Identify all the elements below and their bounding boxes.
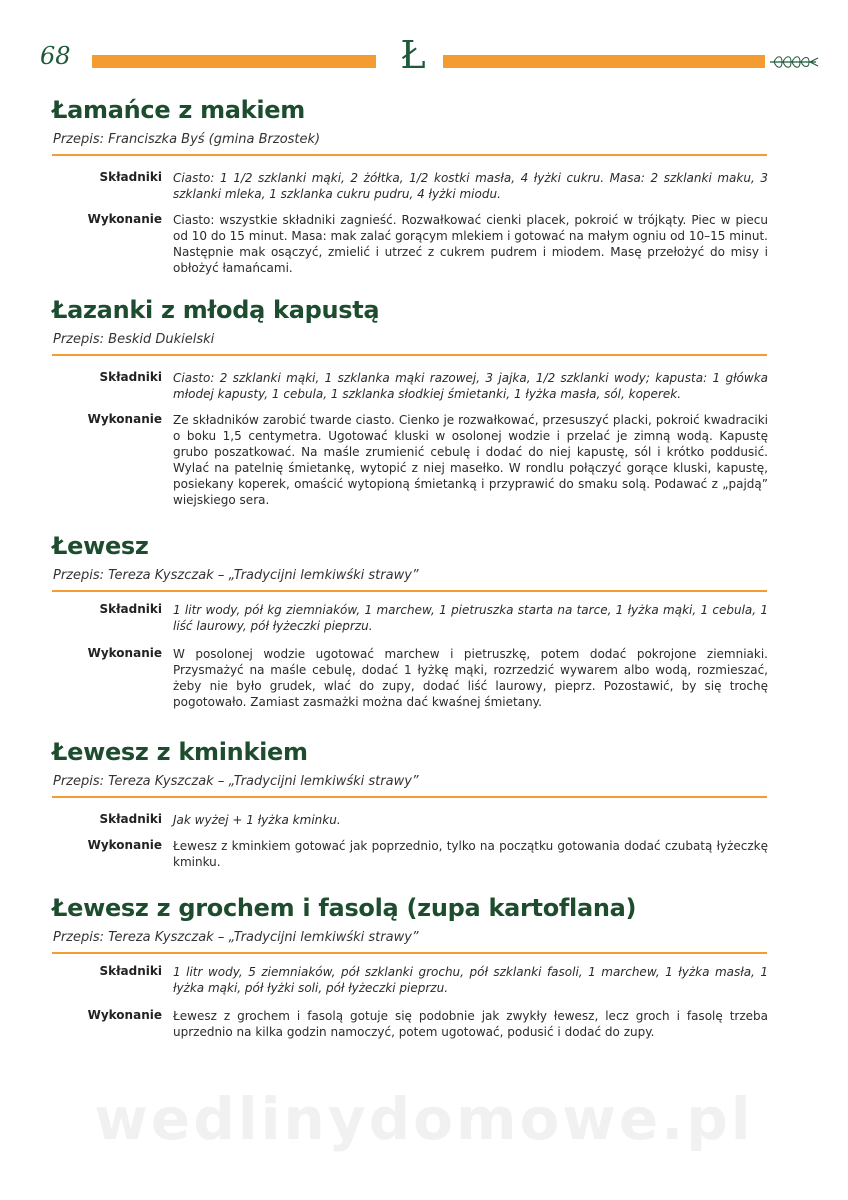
recipe-title: Łewesz z grochem i fasolą (zupa kartoflana) bbox=[52, 894, 637, 922]
section-letter: Ł bbox=[400, 33, 426, 77]
method-label: Wykonanie bbox=[87, 1008, 162, 1022]
ingredients-label: Składniki bbox=[99, 370, 162, 384]
recipe-title: Łewesz bbox=[52, 532, 149, 560]
recipe-source: Przepis: Tereza Kyszczak – „Tradycijni lemkiwśki strawy” bbox=[53, 568, 419, 583]
leaf-ornament-icon bbox=[768, 52, 820, 72]
ingredients-text: Ciasto: 2 szklanki mąki, 1 szklanka mąki razowej, 3 jajka, 1/2 szklanki wody; kapusta: 1 główka młodej kapusty, 1 cebula, 1 szklanka słodkiej śmietanki, 1 łyżka masła, sól, koperek. bbox=[173, 371, 768, 401]
method-label: Wykonanie bbox=[87, 646, 162, 660]
ingredients-text: Jak wyżej + 1 łyżka kminku. bbox=[173, 813, 341, 827]
method-label: Wykonanie bbox=[87, 212, 162, 226]
method-text: Ze składników zarobić twarde ciasto. Cienko je rozwałkować, przesuszyć placki, pokroić kwadraciki o boku 1,5 centymetra. Ugotować kluski w osolonej wodzie i przelać je zimną wodą. Kapustę grubo poszatkować. Na maśle zrumienić cebulę i dodać do niej kapustę, sól i krótko poddusić. Wylać na patelnię śmietankę, wytopić z niej masełko. W rondlu połączyć gorące kluski, kapustę, posiekany koperek, omaścić wytopioną śmietanką i przyprawić do smaku solą. Podawać z „pajdą” wiejskiego sera. bbox=[173, 413, 768, 507]
ingredients-label: Składniki bbox=[99, 170, 162, 184]
title-rule bbox=[52, 952, 767, 954]
title-rule bbox=[52, 154, 767, 156]
ingredients-label: Składniki bbox=[99, 812, 162, 826]
header-bar-right bbox=[443, 55, 765, 68]
recipe-title: Łazanki z młodą kapustą bbox=[52, 296, 380, 324]
method-text: Łewesz z kminkiem gotować jak poprzednio, tylko na początku gotowania dodać czubatą łyżeczkę kminku. bbox=[173, 839, 768, 869]
title-rule bbox=[52, 354, 767, 356]
ingredients-text: 1 litr wody, pół kg ziemniaków, 1 marchew, 1 pietruszka starta na tarce, 1 łyżka mąki, 1 cebula, 1 liść laurowy, pół łyżeczki pieprzu. bbox=[173, 603, 768, 633]
title-rule bbox=[52, 590, 767, 592]
header-bar-left bbox=[92, 55, 376, 68]
recipe-source: Przepis: Beskid Dukielski bbox=[53, 332, 215, 347]
page-number: 68 bbox=[40, 42, 71, 70]
title-rule bbox=[52, 796, 767, 798]
method-label: Wykonanie bbox=[87, 838, 162, 852]
ingredients-text: 1 litr wody, 5 ziemniaków, pół szklanki grochu, pół szklanki fasoli, 1 marchew, 1 łyżka masła, 1 łyżka mąki, pół łyżki soli, pół łyżeczki pieprzu. bbox=[173, 965, 768, 995]
method-text: W posolonej wodzie ugotować marchew i pietruszkę, potem dodać pokrojone ziemniaki. Przysmażyć na maśle cebulę, dodać 1 łyżkę mąki, rozrzedzić wywarem albo wodą, rozmieszać, żeby nie było grudek, wlać do zupy, dodać liść laurowy, pieprz. Pozostawić, by się trochę pogotowało. Zamiast zasmażki można dać kwaśnej śmietany. bbox=[173, 647, 768, 709]
method-text: Łewesz z grochem i fasolą gotuje się podobnie jak zwykły łewesz, lecz groch i fasolę trzeba uprzednio na kilka godzin namoczyć, potem ugotować, podusić i dodać do zupy. bbox=[173, 1009, 768, 1039]
watermark: wedlinydomowe.pl bbox=[94, 1085, 754, 1153]
recipe-source: Przepis: Tereza Kyszczak – „Tradycijni lemkiwśki strawy” bbox=[53, 930, 419, 945]
ingredients-label: Składniki bbox=[99, 602, 162, 616]
recipe-title: Łamańce z makiem bbox=[52, 96, 305, 124]
recipe-source: Przepis: Franciszka Byś (gmina Brzostek) bbox=[53, 132, 321, 147]
page-header bbox=[0, 0, 848, 100]
recipe-source: Przepis: Tereza Kyszczak – „Tradycijni lemkiwśki strawy” bbox=[53, 774, 419, 789]
ingredients-text: Ciasto: 1 1/2 szklanki mąki, 2 żółtka, 1/2 kostki masła, 4 łyżki cukru. Masa: 2 szklanki maku, 3 szklanki mleka, 1 szklanka cukru pudru, 4 łyżki miodu. bbox=[173, 171, 768, 201]
method-text: Ciasto: wszystkie składniki zagnieść. Rozwałkować cienki placek, pokroić w trójkąty. Piec w piecu od 10 do 15 minut. Masa: mak zalać gorącym mlekiem i gotować na małym ogniu od 10–15 minut. Następnie mak osączyć, zmielić i utrzeć z cukrem pudrem i miodem. Masę przełożyć do misy i obłożyć łamańcami. bbox=[173, 213, 768, 275]
recipe-title: Łewesz z kminkiem bbox=[52, 738, 308, 766]
method-label: Wykonanie bbox=[87, 412, 162, 426]
ingredients-label: Składniki bbox=[99, 964, 162, 978]
